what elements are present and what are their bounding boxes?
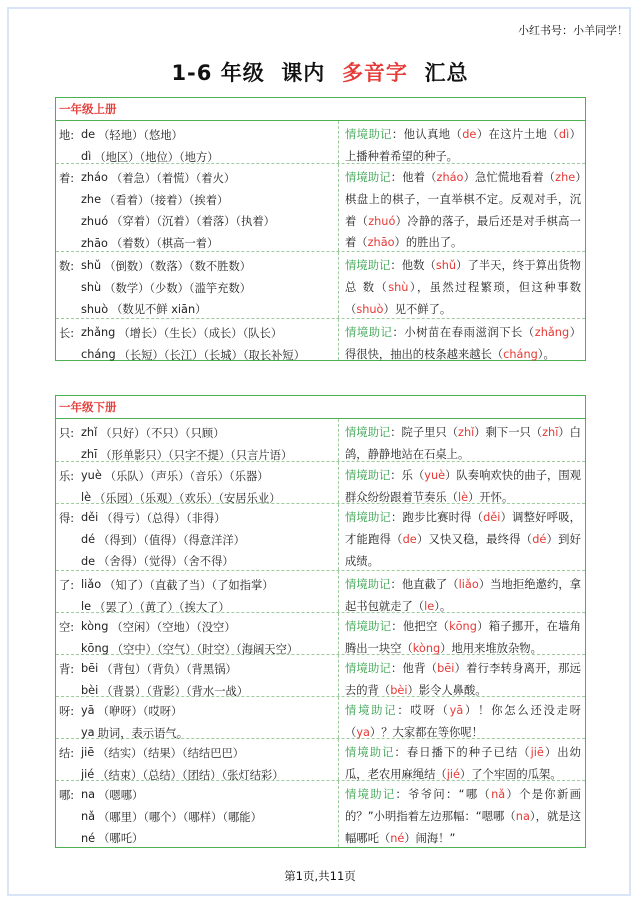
- pinyin: kōng: [81, 642, 109, 656]
- title-prefix: 1-6 年级 课内: [171, 61, 342, 85]
- table-row: [56, 738, 585, 780]
- example-words: （罢了）（黄了）（挨大了）: [94, 600, 230, 614]
- pinyin-highlight: kōng: [449, 620, 477, 633]
- mnemonic-text: ）个是你新画的？”小明指着左边那幅：“嗯哪（: [345, 788, 581, 823]
- pinyin-highlight: de: [402, 532, 417, 546]
- pinyin: nǎ: [81, 810, 96, 824]
- example-words: （知了）（直截了当）（了如指掌）: [104, 578, 274, 592]
- mnemonic-text: ）了个牢固的瓜架。: [459, 767, 562, 781]
- mnemonic-text: ：他数（: [390, 259, 436, 272]
- mnemonic-label: 情境助记: [345, 578, 391, 591]
- pinyin-highlight: nǎ: [491, 788, 506, 801]
- mnemonic-text: ）到好成绩。: [345, 532, 581, 568]
- example-words: （着急）（着慌）（着火）: [110, 171, 236, 185]
- table-row: [56, 461, 585, 503]
- mnemonic-cell: [339, 571, 585, 612]
- character-label: 空:: [59, 620, 75, 634]
- mnemonic-label: 情境助记: [345, 662, 392, 675]
- mnemonic-text: ：他直截了（: [390, 578, 459, 591]
- pronunciation-cell: [56, 121, 339, 163]
- mnemonic-text: ）白鸽，静静地站在石桌上。: [345, 426, 581, 461]
- mnemonic-cell: [339, 164, 585, 251]
- pinyin-highlight: yā: [449, 704, 464, 717]
- pronunciation-line: [59, 322, 338, 344]
- pinyin-highlight: děi: [483, 511, 501, 524]
- pinyin: né: [81, 831, 96, 845]
- mnemonic-text: ）上播种着希望的种子。: [345, 128, 581, 163]
- pinyin: na: [81, 788, 96, 802]
- table-row: [56, 570, 585, 612]
- pinyin-highlight: bèi: [390, 683, 408, 697]
- mnemonic-label: 情境助记: [345, 426, 391, 439]
- pronunciation-cell: [56, 781, 339, 847]
- pinyin-highlight: jiē: [530, 746, 544, 759]
- mnemonic-cell: [339, 781, 585, 847]
- mnemonic-text: ：他把空（: [391, 620, 450, 633]
- mnemonic-text: ：他背（: [391, 662, 438, 675]
- mnemonic-text: ）？大家都在等你呢！: [369, 725, 483, 739]
- table-row: [56, 780, 585, 847]
- pinyin: zhǎng: [81, 326, 116, 340]
- example-words: （数见不鲜 xiān）: [111, 303, 207, 317]
- pinyin: le: [81, 600, 92, 614]
- pinyin: děi: [81, 511, 99, 525]
- pinyin: yā: [81, 704, 95, 718]
- mnemonic-text: ：院子里只（: [390, 426, 459, 439]
- pinyin: zhe: [81, 193, 102, 207]
- pinyin: kòng: [81, 620, 109, 634]
- example-words: （背景）（背影）（背水一战）: [101, 684, 249, 698]
- pronunciation-cell: [56, 739, 339, 780]
- mnemonic-text: ：爷爷问：“哪（: [395, 788, 492, 801]
- mnemonic-text: ）影令人鼻酸。: [407, 683, 487, 697]
- mnemonic-text: ：乐（: [390, 469, 425, 482]
- pronunciation-line: [59, 255, 338, 277]
- pronunciation-line: [59, 299, 338, 321]
- mnemonic-label: 情境助记: [345, 620, 392, 633]
- example-words: （穿着）（沉着）（着落）（执着）: [111, 215, 275, 229]
- mnemonic-text: ）当地拒绝邀约，拿起书包就走了（: [345, 578, 581, 613]
- example-words: （嗯哪）: [98, 788, 144, 802]
- table-row: [56, 121, 585, 163]
- pinyin: de: [81, 554, 96, 568]
- example-words: （得亏）（总得）（非得）: [101, 511, 226, 525]
- example-words: （轻地）（悠地）: [98, 128, 183, 142]
- mnemonic-text: ：小树苗在春雨滋润下长（: [392, 326, 535, 339]
- pronunciation-line: [59, 658, 338, 680]
- pronunciation-line: [59, 124, 338, 146]
- example-words: （哪吒）: [98, 832, 144, 846]
- mnemonic-text: ）剩下一只（: [474, 426, 543, 439]
- mnemonic-cell: [339, 504, 585, 570]
- mnemonic-text: ）队奏响欢快的曲子，围观群众纷纷跟着节奏乐（: [345, 469, 581, 504]
- table-row: [56, 654, 585, 696]
- table-row: [56, 251, 585, 318]
- pinyin: de: [81, 128, 96, 142]
- table-row: [56, 696, 585, 738]
- pronunciation-line: [59, 167, 338, 189]
- mnemonic-label: 情境助记: [345, 788, 396, 801]
- pronunciation-line: [59, 422, 338, 444]
- pinyin-highlight: de: [462, 128, 477, 141]
- mnemonic-label: 情境助记: [345, 746, 395, 759]
- mnemonic-text: ）！你怎么还没走呀（: [345, 704, 581, 739]
- character-label: 背:: [59, 662, 75, 676]
- mnemonic-text: ）箱子挪开，在墙角腾出一块空（: [345, 620, 581, 655]
- account-label: 小红书号：小羊同学！: [518, 24, 628, 37]
- table-row: [56, 612, 585, 654]
- pinyin: yuè: [81, 469, 102, 483]
- mnemonic-text: ）又快又稳，最终得（: [416, 532, 533, 546]
- pinyin-highlight: zhuó: [368, 214, 396, 228]
- example-words: （哪里）（哪个）（哪样）（哪能）: [98, 810, 262, 824]
- pinyin-highlight: bēi: [437, 662, 455, 675]
- pronunciation-line: [59, 551, 338, 573]
- example-words: （得到）（值得）（得意洋洋）: [98, 533, 245, 547]
- mnemonic-text: ）调整好呼吸，才能跑得（: [345, 511, 581, 546]
- character-label: 了:: [59, 578, 75, 592]
- example-words: （着数）（棋高一着）: [110, 237, 219, 251]
- table-row: [56, 419, 585, 461]
- pinyin: zhī: [81, 448, 98, 462]
- table-row: [56, 163, 585, 251]
- example-words: （看着）（接着）（挨着）: [104, 193, 229, 207]
- mnemonic-cell: [339, 655, 585, 696]
- example-words: （空闲）（空地）（没空）: [111, 620, 236, 634]
- example-words: （长短）（长江）（长城）（取长补短）: [118, 348, 306, 362]
- pronunciation-line: [59, 507, 338, 529]
- pinyin: shǔ: [81, 259, 102, 273]
- mnemonic-text: ）开怀。: [468, 490, 514, 504]
- pinyin: ya: [81, 726, 95, 740]
- mnemonic-cell: [339, 121, 585, 163]
- pinyin-highlight: le: [424, 599, 435, 613]
- mnemonic-text: ）在这片土地（: [476, 128, 559, 141]
- pronunciation-cell: [56, 571, 339, 612]
- mnemonic-text: ）的胜出了。: [394, 236, 463, 250]
- mnemonic-cell: [339, 739, 585, 780]
- pronunciation-cell: [56, 252, 339, 318]
- mnemonic-text: ）见不鲜了。: [383, 302, 452, 316]
- example-words: （空中）（空气）（时空）（海阔天空）: [111, 642, 299, 656]
- example-words: （只好）（不只）（只顾）: [100, 426, 225, 440]
- mnemonic-text: ）。: [537, 347, 555, 361]
- pinyin: cháng: [81, 348, 116, 362]
- pronunciation-line: [59, 784, 338, 806]
- pronunciation-cell: [56, 419, 339, 461]
- character-label: 哪:: [59, 788, 75, 802]
- example-words: （倒数）（数落）（数不胜数）: [104, 259, 252, 273]
- example-words: （结实）（结果）（结结巴巴）: [97, 746, 245, 760]
- pronunciation-cell: [56, 613, 339, 654]
- mnemonic-cell: [339, 252, 585, 318]
- pinyin: jié: [81, 768, 95, 782]
- mnemonic-text: ：他认真地（: [391, 128, 463, 141]
- pinyin-highlight: zhe: [555, 171, 576, 184]
- character-label: 只:: [59, 426, 75, 440]
- section-heading: 一年级下册: [56, 396, 585, 419]
- section-heading: 一年级上册: [56, 98, 585, 121]
- pinyin-highlight: zhǐ: [458, 426, 475, 439]
- pinyin: bēi: [81, 662, 99, 676]
- pinyin-highlight: lè: [457, 490, 469, 504]
- mnemonic-text: ）出幼瓜，老农用麻绳结（: [345, 746, 581, 781]
- pinyin: zhuó: [81, 214, 109, 228]
- character-label: 长:: [59, 326, 75, 340]
- pronunciation-line: [59, 806, 338, 828]
- title-accent: 多音字: [341, 61, 408, 85]
- title-suffix: 汇总: [407, 61, 469, 85]
- pronunciation-line: [59, 344, 338, 366]
- pronunciation-cell: [56, 697, 339, 738]
- pinyin-highlight: zhī: [542, 426, 559, 439]
- mnemonic-text: ）闹海！”: [404, 831, 456, 845]
- example-words: （增长）（生长）（成长）（队长）: [118, 326, 283, 340]
- pronunciation-line: [59, 574, 338, 596]
- mnemonic-text: ）。: [434, 599, 452, 613]
- pronunciation-cell: [56, 655, 339, 696]
- character-label: 乐:: [59, 469, 75, 483]
- pronunciation-line: [59, 828, 338, 850]
- mnemonic-label: 情境助记: [345, 326, 393, 339]
- character-label: 呀:: [59, 704, 75, 718]
- mnemonic-text: ）了半天，终于算出货物总 数（: [345, 259, 581, 294]
- pinyin: shù: [81, 281, 102, 295]
- mnemonic-cell: [339, 462, 585, 503]
- mnemonic-cell: [339, 697, 585, 738]
- pronunciation-line: [59, 211, 338, 233]
- mnemonic-label: 情境助记: [345, 259, 391, 272]
- pinyin: jiē: [81, 746, 95, 760]
- mnemonic-label: 情境助记: [345, 469, 391, 482]
- mnemonic-text: ），虽然过程繁琐，但这种事数（: [345, 280, 581, 316]
- mnemonic-text: ）棋盘上的棋子，一直举棋不定。反观对手，沉着（: [345, 171, 581, 228]
- character-label: 数:: [59, 259, 75, 273]
- pronunciation-line: [59, 189, 338, 211]
- pronunciation-cell: [56, 504, 339, 570]
- pinyin-highlight: zháo: [436, 171, 464, 184]
- pinyin: dé: [81, 533, 96, 547]
- character-label: 得:: [59, 511, 75, 525]
- pronunciation-line: [59, 277, 338, 299]
- pinyin-highlight: dì: [558, 128, 570, 141]
- mnemonic-label: 情境助记: [345, 704, 398, 717]
- pinyin: zhǐ: [81, 426, 98, 440]
- mnemonic-label: 情境助记: [345, 128, 392, 141]
- mnemonic-cell: [339, 319, 585, 360]
- mnemonic-cell: [339, 419, 585, 461]
- pinyin: shuò: [81, 302, 109, 316]
- pinyin: bèi: [81, 684, 99, 698]
- mnemonic-text: ）得很快，抽出的枝条越来越长（: [345, 326, 581, 361]
- mnemonic-text: ）着行李转身离开，那远去的背（: [345, 662, 581, 697]
- pinyin-highlight: shù: [388, 280, 409, 294]
- pinyin-highlight: liǎo: [458, 578, 479, 591]
- pronunciation-line: [59, 742, 338, 764]
- mnemonic-text: ：他着（: [390, 171, 437, 184]
- example-words: （数学）（少数）（滥竽充数）: [104, 281, 252, 295]
- table-row: [56, 318, 585, 360]
- mnemonic-text: ：跑步比赛时得（: [391, 511, 484, 524]
- example-words: （地区）（地位）（地方）: [94, 150, 219, 164]
- example-words: （乐队）（声乐）（音乐）（乐器）: [104, 469, 269, 483]
- pronunciation-cell: [56, 462, 339, 503]
- example-words: （舍得）（觉得）（舍不得）: [98, 555, 234, 569]
- pinyin: lè: [81, 491, 92, 505]
- table-row: [56, 503, 585, 570]
- mnemonic-text: ）地用来堆放杂物。: [440, 641, 542, 655]
- mnemonic-text: ：春日播下的种子已结（: [394, 746, 531, 759]
- pinyin-highlight: ya: [356, 725, 370, 739]
- pinyin-highlight: yuè: [424, 469, 446, 482]
- mnemonic-text: ）急忙慌地看着（: [463, 171, 556, 184]
- example-words: （结束）（总结）（团结）（张灯结彩）: [97, 768, 284, 782]
- mnemonic-text: ）冷静的落子，最后还是对手棋高一着（: [345, 214, 581, 250]
- example-words: （背包）（背负）（背黑锅）: [101, 662, 237, 676]
- pinyin-highlight: dé: [532, 532, 547, 546]
- pinyin: zhāo: [81, 236, 108, 250]
- pronunciation-line: [59, 700, 338, 722]
- pronunciation-line: [59, 529, 338, 551]
- mnemonic-label: 情境助记: [345, 511, 392, 524]
- mnemonic-cell: [339, 613, 585, 654]
- mnemonic-text: ：哎呀（: [397, 704, 450, 717]
- pinyin-highlight: shuò: [356, 302, 384, 316]
- pronunciation-cell: [56, 319, 339, 360]
- pinyin-highlight: cháng: [503, 347, 538, 361]
- pinyin: dì: [81, 150, 92, 164]
- example-words: （咿呀）（哎呀）: [97, 704, 183, 718]
- section-grade1-first: [55, 97, 586, 361]
- pinyin-highlight: shǔ: [435, 259, 457, 272]
- character-label: 着:: [59, 171, 75, 185]
- pronunciation-line: [59, 232, 338, 254]
- pinyin-highlight: jié: [446, 767, 460, 781]
- pronunciation-line: [59, 465, 338, 487]
- page-footer: 第1页,共11页: [284, 869, 356, 883]
- pinyin: zháo: [81, 171, 108, 185]
- mnemonic-label: 情境助记: [345, 171, 391, 184]
- pinyin-highlight: né: [390, 831, 405, 845]
- example-words: （乐园）（乐观）（欢乐）（安居乐业）: [94, 491, 281, 505]
- example-words: 助词，表示语气。: [97, 726, 188, 740]
- section-grade1-second: [55, 395, 586, 848]
- pinyin-highlight: zhāo: [367, 236, 395, 250]
- pronunciation-cell: [56, 164, 339, 251]
- pinyin-highlight: zhǎng: [534, 326, 570, 339]
- character-label: 结:: [59, 746, 75, 760]
- pronunciation-line: [59, 616, 338, 638]
- character-label: 地:: [59, 128, 75, 142]
- pinyin-highlight: na: [515, 809, 530, 823]
- pinyin-highlight: kòng: [412, 641, 441, 655]
- mnemonic-text: ），就是这幅哪吒（: [345, 809, 581, 845]
- page-title: [0, 57, 640, 87]
- pinyin: liǎo: [81, 578, 102, 592]
- example-words: （形单影只）（只字不提）（只言片语）: [100, 448, 293, 462]
